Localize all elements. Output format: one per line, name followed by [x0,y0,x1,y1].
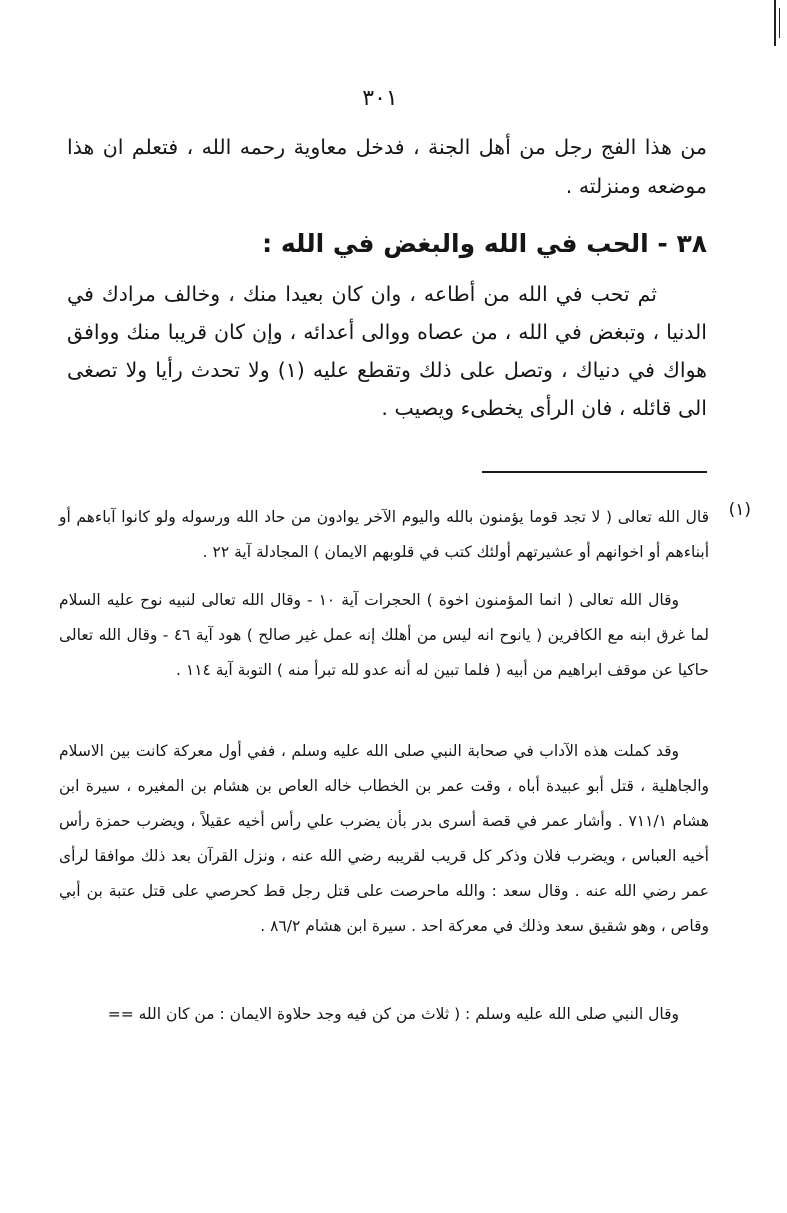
footnote-paragraph: وقال النبي صلى الله عليه وسلم : ( ثلاث من كن فيه وجد حلاوة الايمان : من كان الله == [107,1005,679,1023]
footnote-paragraph: قال الله تعالى ( لا تجد قوما يؤمنون بالله واليوم الآخر يوادون من حاد الله ورسوله ولو كانوا آباءهم أو أبناءهم أو اخوانهم أو عشيرتهم أولئك كتب في قلوبهم الايمان ) المجادلة آية ٢٢ . [59,508,709,561]
footnote-paragraph: وقال الله تعالى ( انما المؤمنون اخوة ) الحجرات آية ١٠ - وقال الله تعالى لنبيه نوح عليه السلام لما غرق ابنه مع الكافرين ( يانوح انه ليس من أهلك إنه عمل غير صالح ) هود آية ٤٦ - وقال الله تعالى حاكيا عن موقف ابراهيم من أبيه ( فلما تبين له أنه عدو لله تبرأ منه ) التوبة آية ١١٤ . [59,591,709,679]
footnote-marker: (١) [728,500,751,520]
scan-edge-mark [774,0,776,46]
footnote-paragraph: وقد كملت هذه الآداب في صحابة النبي صلى الله عليه وسلم ، ففي أول معركة كانت بين الاسلام والجاهلية ، قتل أبو عبيدة أباه ، وقت عمر بن الخطاب خاله العاص بن هشام بن المغيره ، سيرة ابن هشام ٧١١/١ . وأشار عمر في قصة أسرى بدر بأن يضرب علي رأس أخيه عقيلاً ، ويضرب حمزة رأس أخيه العباس ، ويضرب فلان وذكر كل قريب لقريبه رضي الله عنه ، ونزل القرآن بعد ذلك موافقا لرأى عمر رضي الله عنه . وقال سعد : والله ماحرصت على قتل رجل قط كحرصي على قتل عتبة بن أبي وقاص ، وهو شقيق سعد وذلك في معركة احد . سيرة ابن هشام ٨٦/٢ . [59,742,710,935]
section-heading: ٣٨ - الحب في الله والبغض في الله : [262,229,707,258]
paragraph-continuation: من هذا الفج رجل من أهل الجنة ، فدخل معاوية رحمه الله ، فتعلم ان هذا موضعه ومنزلته . [67,135,707,198]
scan-edge-mark [779,8,780,38]
paragraph-body: ثم تحب في الله من أطاعه ، وان كان بعيدا منك ، وخالف مرادك في الدنيا ، وتبغض في الله ، من عصاه ووالى أعدائه ، وإن كان قريبا منك ووافق هواك في دنياك ، وتصل على ذلك وتقطع عليه (١) ولا تحدث رأيا ولا تصغى الى قائله ، فان الرأى يخطىء ويصيب . [67,282,707,420]
page-number: ٣٠١ [362,86,398,111]
footnote-separator [482,471,707,473]
